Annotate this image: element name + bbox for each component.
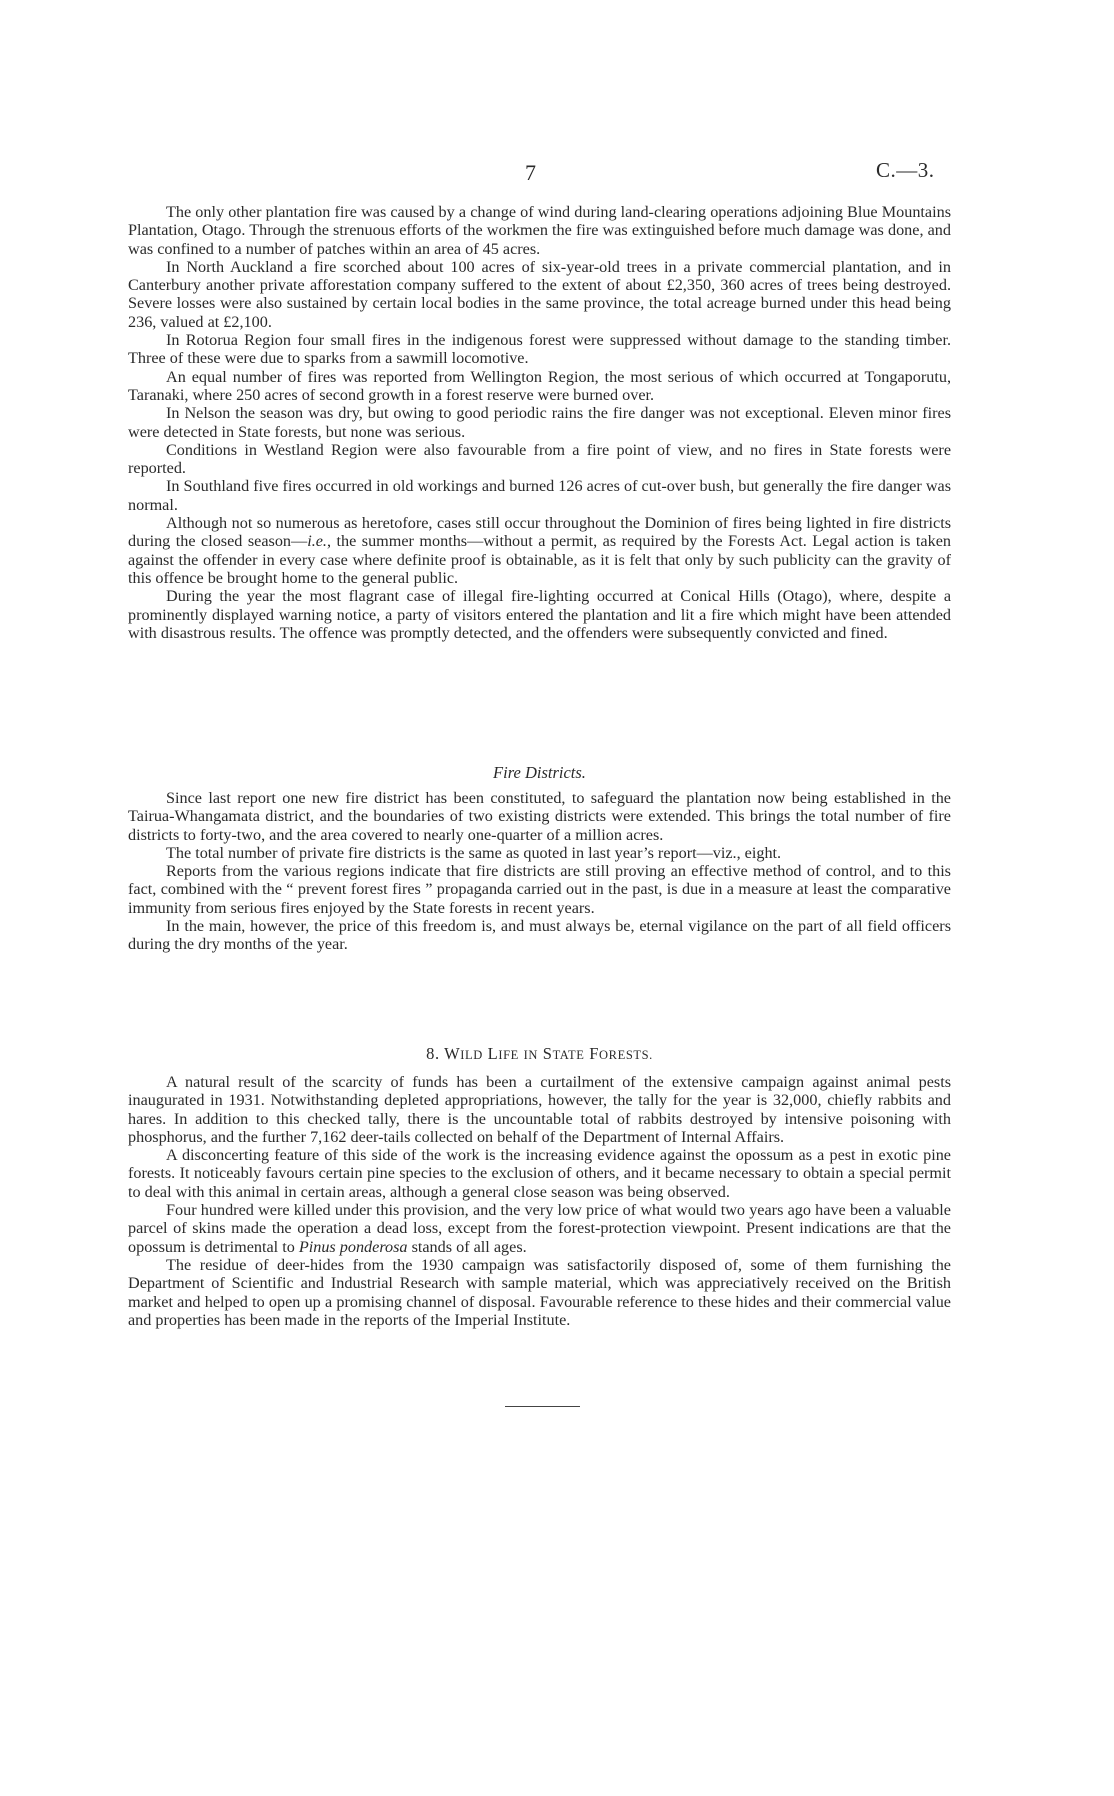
- paragraph-new-fire-district: Since last report one new fire district has been constituted, to safeguard the plantation now being established in the Tairua-Whangamata district, and the boundaries of two existing districts were extended. This brings the total number of fire districts to forty-two, and the area covered to nearly one-quarter of a million acres.: [128, 789, 951, 844]
- paragraph-north-auckland-fire: In North Auckland a fire scorched about 100 acres of six-year-old trees in a private commercial plantation, and in Canterbury another private afforestation company suffered to the extent of about £2,350, 360 acres of trees being destroyed. Severe losses were also sustained by certain local bodies in the same province, the total acreage burned under this head being 236, valued at £2,100.: [128, 257, 951, 331]
- paragraph-conical-hills: During the year the most flagrant case of illegal fire-lighting occurred at Conical Hills (Otago), where, despite a prominently displayed warning notice, a party of visitors entered the plantation and lit a fire which might have been attended with disastrous results. The offence was promptly detected, and the offenders were subsequently convicted and fined.: [128, 587, 951, 642]
- paragraph-deer-hides: The residue of deer-hides from the 1930 campaign was satisfactorily disposed of, some of them furnishing the Department of Scientific and Industrial Research with sample material, which was appreciatively received on the British market and helped to open up a promising channel of disposal. Favourable reference to these hides and their commercial value and properties has been made in the reports of the Imperial Institute.: [128, 1255, 951, 1329]
- paragraph-private-fire-districts: The total number of private fire districts is the same as quoted in last year’s report—viz., eight.: [166, 843, 782, 862]
- paragraph-opossum-killed: Four hundred were killed under this provision, and the very low price of what would two years ago have been a valuable parcel of skins made the operation a dead loss, except from the forest-protection viewpoint. Present indications are that the opossum is detrimental to Pinus ponderosa stands of all ages.: [128, 1201, 951, 1256]
- fire-report-block: [128, 203, 951, 642]
- paragraph-effective-control: Reports from the various regions indicate that fire districts are still proving an effective method of control, and to this fact, combined with the “ prevent forest fires ” propaganda carried out in the past, is due in a measure at least the comparative immunity from serious fires enjoyed by the State forests in recent years.: [128, 862, 951, 917]
- paragraph-nelson-season: In Nelson the season was dry, but owing to good periodic rains the fire danger was not exceptional. Eleven minor fires were detected in State forests, but none was serious.: [128, 404, 951, 441]
- paragraph-southland-fires: In Southland five fires occurred in old workings and burned 126 acres of cut-over bush, but generally the fire danger was normal.: [128, 477, 951, 514]
- end-rule: [505, 1406, 580, 1407]
- paragraph-eternal-vigilance: In the main, however, the price of this freedom is, and must always be, eternal vigilance on the part of all field officers during the dry months of the year.: [128, 917, 951, 954]
- paragraph-blue-mountains-fire: The only other plantation fire was caused by a change of wind during land-clearing operations adjoining Blue Mountains Plantation, Otago. Through the strenuous efforts of the workmen the fire was extinguished before much damage was done, and was confined to a number of patches within an area of 45 acres.: [128, 203, 951, 258]
- wild-life-block: [128, 1073, 951, 1329]
- section-heading-wild-life: 8. WILD LIFE IN STATE FORESTS.: [426, 1044, 653, 1063]
- paragraph-closed-season: Although not so numerous as heretofore, cases still occur throughout the Dominion of fires being lighted in fire districts during the closed season—i.e., the summer months—without a permit, as required by the Forests Act. Legal action is taken against the offender in every case where definite proof is obtainable, as it is felt that only by such publicity can the gravity of this offence be brought home to the general public.: [128, 514, 951, 587]
- paragraph-rotorua-fires: In Rotorua Region four small fires in the indigenous forest were suppressed without damage to the standing timber. Three of these were due to sparks from a sawmill locomotive.: [128, 331, 951, 368]
- paragraph-opossum-pest: A disconcerting feature of this side of the work is the increasing evidence against the opossum as a pest in exotic pine forests. It noticeably favours certain pine species to the exclusion of others, and it became necessary to obtain a special permit to deal with this animal in certain areas, although a general close season was being observed.: [128, 1146, 951, 1201]
- paragraph-animal-pests-campaign: A natural result of the scarcity of funds has been a curtailment of the extensive campaign against animal pests inaugurated in 1931. Notwithstanding depleted appropriations, however, the tally for the year is 32,000, chiefly rabbits and hares. In addition to this checked tally, there is the uncountable total of rabbits destroyed by intensive poisoning with phosphorus, and the further 7,162 deer-tails collected on behalf of the Department of Internal Affairs.: [128, 1073, 951, 1146]
- fire-districts-heading: Fire Districts.: [493, 763, 586, 782]
- fire-districts-block: [128, 789, 951, 954]
- paragraph-westland-conditions: Conditions in Westland Region were also favourable from a fire point of view, and no fires in State forests were reported.: [128, 440, 951, 478]
- paragraph-wellington-fires: An equal number of fires was reported from Wellington Region, the most serious of which occurred at Tongaporutu, Taranaki, where 250 acres of second growth in a forest reserve were burned over.: [128, 367, 951, 404]
- page-number: 7: [525, 160, 536, 185]
- series-code: C.—3.: [876, 158, 935, 182]
